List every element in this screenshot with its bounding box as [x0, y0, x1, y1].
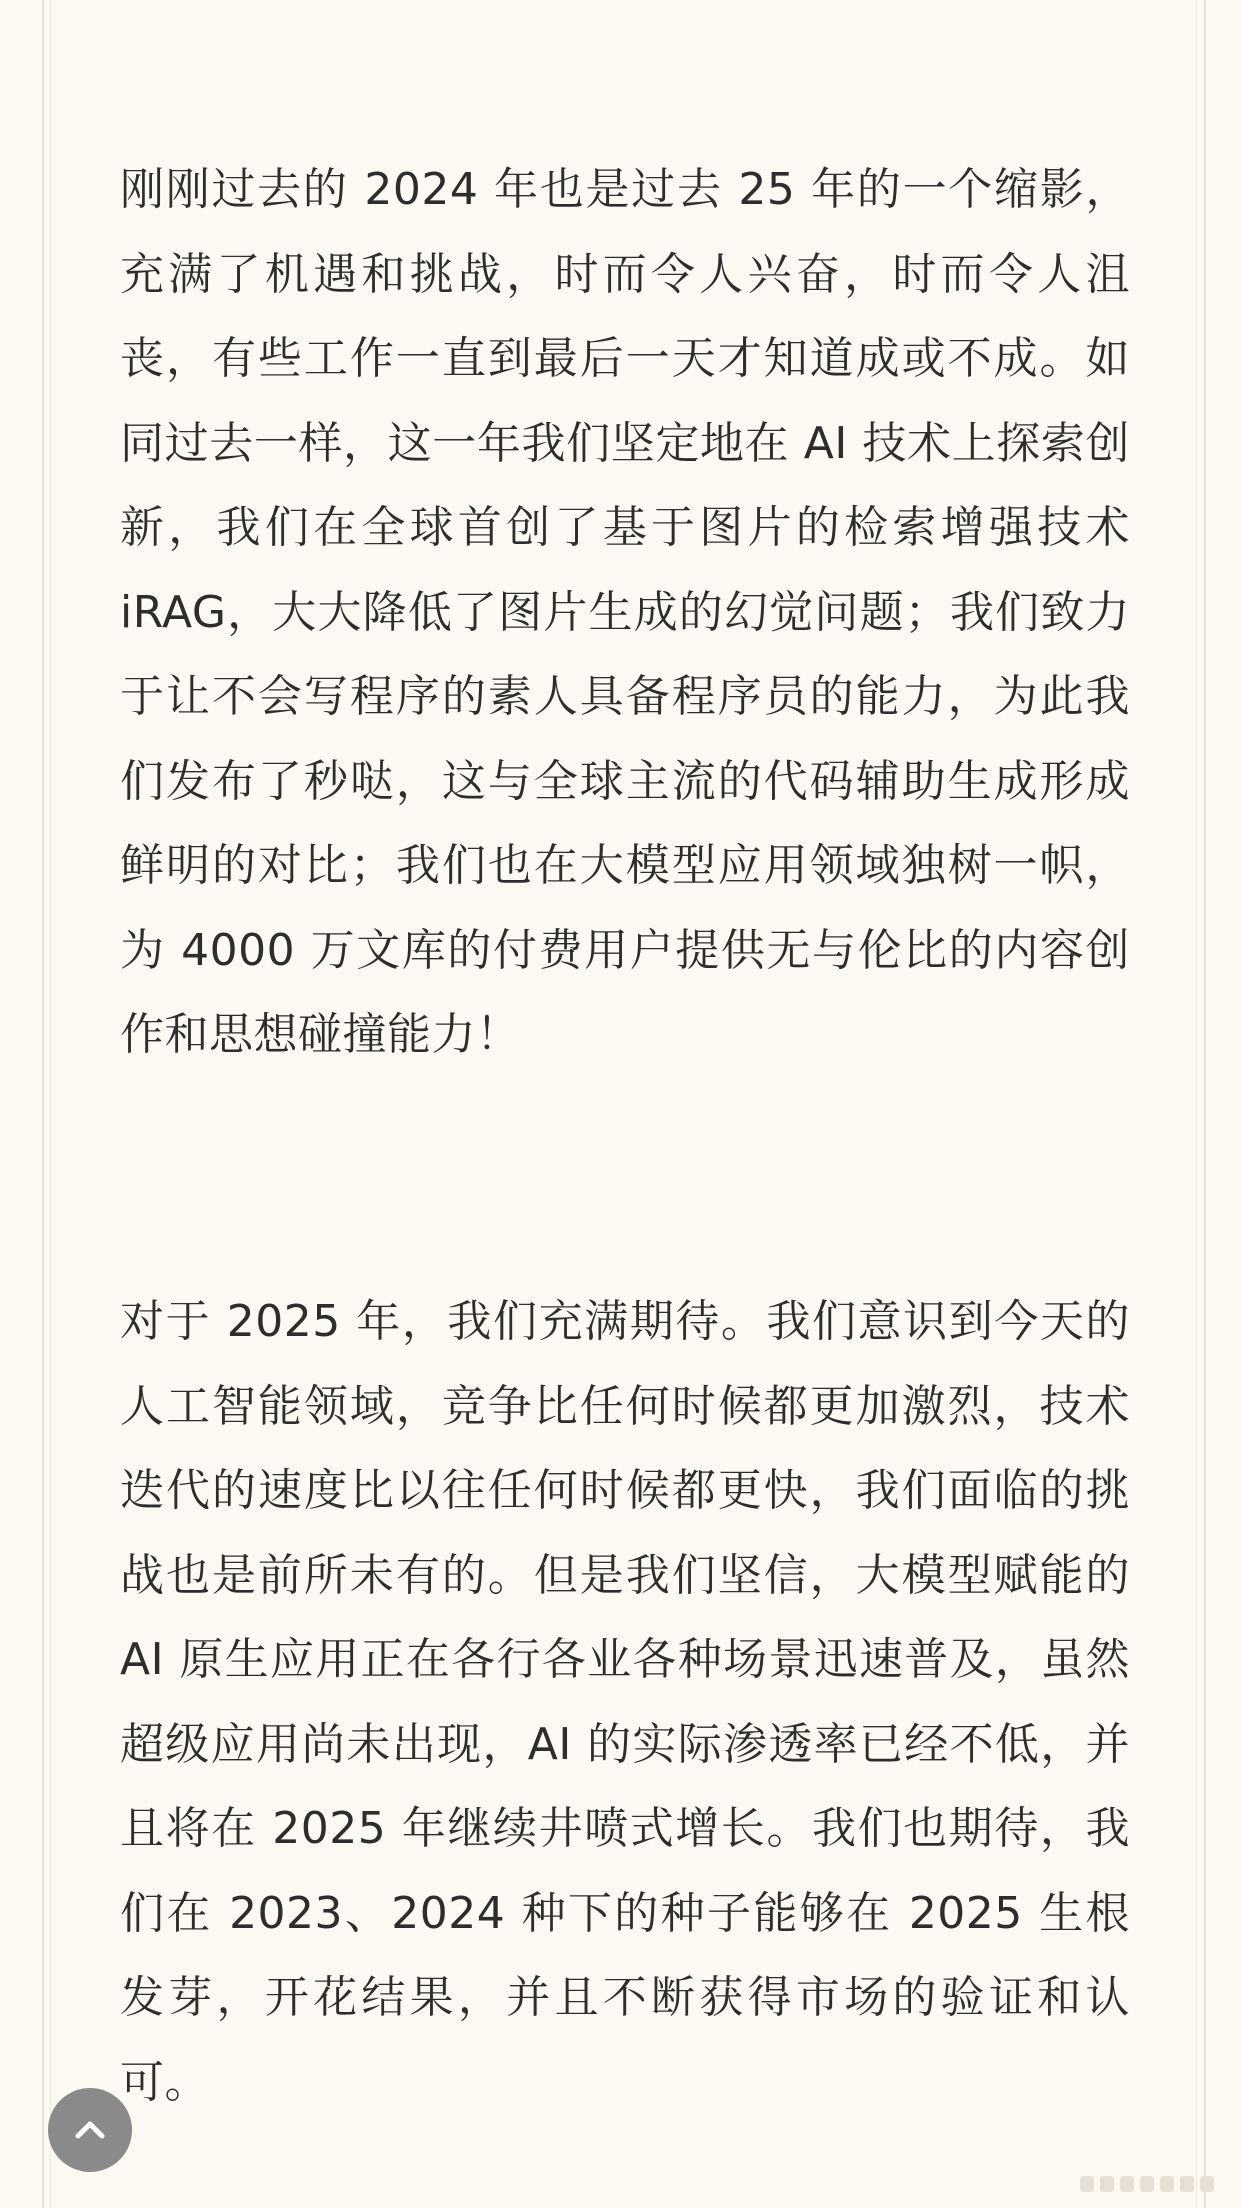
- paragraph-2: 对于 2025 年，我们充满期待。我们意识到今天的人工智能领域，竞争比任何时候都更加激烈，技术迭代的速度比以往任何时候都更快，我们面临的挑战也是前所未有的。但是我们坚信，大模型赋能的 AI 原生应用正在各行各业各种场景迅速普及，虽然超级应用尚未出现，AI 的实际渗透率已经不低，并且将在 2025 年继续井喷式增长。我们也期待，我们在 2023、2024 种下的种子能够在 2025 生根发芽，开花结果，并且不断获得市场的验证和认可。: [120, 1296, 1130, 2108]
- paragraph-1: 刚刚过去的 2024 年也是过去 25 年的一个缩影，充满了机遇和挑战，时而令人兴奋，时而令人沮丧，有些工作一直到最后一天才知道成或不成。如同过去一样，这一年我们坚定地在 AI 技术上探索创新，我们在全球首创了基于图片的检索增强技术 iRAG，大大降低了图片生成的幻觉问题；我们致力于让不会写程序的素人具备程序员的能力，为此我们发布了秒哒，这与全球主流的代码辅助生成形成鲜明的对比；我们也在大模型应用领域独树一帜，为 4000 万文库的付费用户提供无与伦比的内容创作和思想碰撞能力！: [120, 164, 1130, 1060]
- right-border-line: [1204, 0, 1206, 2208]
- right-border-line-inner: [1196, 0, 1197, 2208]
- chevron-up-icon: [70, 2110, 110, 2150]
- left-border-line-inner: [50, 0, 51, 2208]
- back-to-top-button[interactable]: [48, 2088, 132, 2172]
- left-border-line: [42, 0, 44, 2208]
- watermark-logo: [1080, 2170, 1230, 2198]
